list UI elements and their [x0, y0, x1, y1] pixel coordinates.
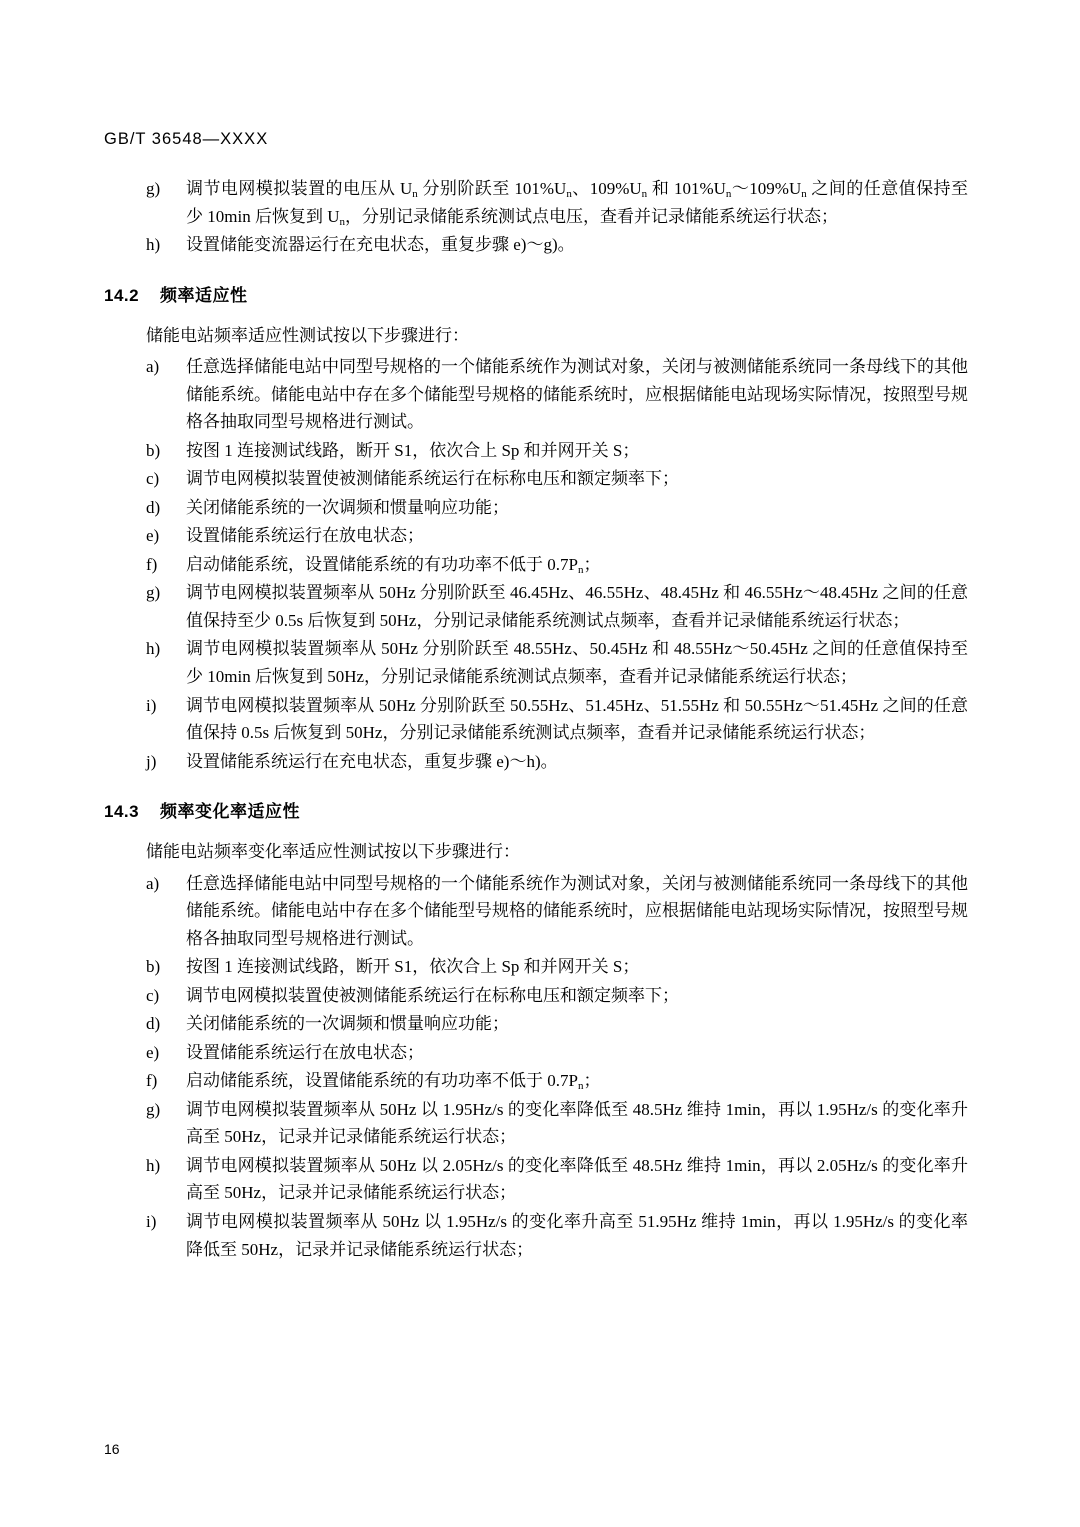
list-item [100, 494, 968, 522]
list-item-marker: e) [146, 1042, 160, 1062]
section-title-text: 频率变化率适应性 [160, 802, 300, 822]
list-item [100, 522, 968, 550]
list-item-text [186, 179, 968, 226]
step-list [100, 353, 968, 775]
list-item-text [186, 583, 968, 630]
list-item-marker: j) [146, 751, 157, 771]
subscript: n [566, 188, 572, 200]
list-item [100, 1208, 968, 1263]
section-lead-text: 储能电站频率变化率适应性测试按以下步骤进行： [146, 842, 520, 862]
text-fragment: 关闭储能系统的一次调频和惯量响应功能； [186, 1014, 509, 1034]
section-title-text: 频率适应性 [160, 285, 248, 305]
list-item-marker: d) [146, 1014, 161, 1034]
list-item-text [186, 752, 558, 771]
text-fragment: 调节电网模拟装置频率从 50Hz 分别阶跃至 48.55Hz、50.45Hz 和 48.55Hz～50.45Hz 之间的任意值保持至少 10min 后恢复到 50Hz，分别记录储能系统测试点频率，查看并记录储能系统运行状态； [186, 639, 968, 686]
list-item-marker: h) [146, 235, 161, 255]
text-fragment: 调节电网模拟装置频率从 50Hz 分别阶跃至 46.45Hz、46.55Hz、48.45Hz 和 46.55Hz～48.45Hz 之间的任意值保持至少 0.5s 后恢复到 50Hz，分别记录储能系统测试点频率，查看并记录储能系统运行状态； [186, 583, 968, 630]
list-item-marker: d) [146, 497, 161, 517]
list-item-text [186, 874, 968, 948]
list-item-text [186, 696, 968, 743]
subscript: n [725, 188, 732, 200]
section-lead-text: 储能电站频率适应性测试按以下步骤进行： [146, 325, 469, 345]
text-fragment: 任意选择储能电站中同型号规格的一个储能系统作为测试对象，关闭与被测储能系统同一条母线下的其他储能系统。储能电站中存在多个储能型号规格的储能系统时，应根据储能电站现场实际情况，按照型号规格各抽取同型号规格进行测试。 [186, 873, 968, 948]
list-item-text [186, 1212, 968, 1259]
list-item-marker: b) [146, 957, 161, 977]
page-header: GB/T 36548—XXXX [104, 130, 269, 148]
text-fragment: ～109%U [731, 179, 802, 198]
list-item-marker: c) [146, 985, 160, 1005]
page-number: 16 [104, 1441, 120, 1457]
list-item [100, 1010, 968, 1038]
list-item-text [186, 357, 968, 431]
list-item [100, 953, 968, 981]
text-fragment: 之间的任意值保持至少 10min 后恢复到 U [186, 179, 968, 226]
text-fragment: 调节电网模拟装置频率从 50Hz 分别阶跃至 50.55Hz、51.45Hz、51.55Hz 和 50.55Hz～51.45Hz 之间的任意值保持 0.5s 后恢复到 50Hz，分别记录储能系统测试点频率，查看并记录储能系统运行状态； [186, 695, 968, 743]
section-heading [104, 281, 968, 306]
text-fragment: 调节电网模拟装置频率从 50Hz 以 1.95Hz/s 的变化率降低至 48.5Hz 维持 1min，再以 1.95Hz/s 的变化率升高至 50Hz，记录并记录储能系统运行状态； [186, 1099, 968, 1147]
list-item-marker: a) [146, 357, 160, 377]
text-fragment: 按图 1 连接测试线路，断开 S1，依次合上 Sp 和并网开关 S； [186, 957, 640, 977]
list-item [100, 1152, 968, 1207]
continued-step-list [100, 175, 968, 259]
list-item [100, 635, 968, 690]
text-fragment: 设置储能变流器运行在充电状态，重复步骤 e)～g)。 [186, 235, 575, 255]
list-item-text [186, 1043, 424, 1062]
list-item-text [186, 555, 600, 574]
list-item-text [186, 526, 424, 545]
text-fragment: 启动储能系统，设置储能系统的有功功率不低于 0.7P [186, 1071, 578, 1091]
list-item [100, 748, 968, 776]
text-fragment: 调节电网模拟装置的电压从 U [186, 179, 413, 198]
section-number: 14.2 [104, 285, 140, 305]
list-item [100, 692, 968, 747]
list-item-marker: a) [146, 873, 160, 893]
list-item-marker: i) [146, 695, 157, 715]
subscript: n [801, 188, 807, 200]
list-item-text [186, 1156, 968, 1203]
list-item [100, 353, 968, 436]
list-item-text [186, 1014, 509, 1033]
list-item-text [186, 1100, 968, 1147]
text-fragment: 调节电网模拟装置使被测储能系统运行在标称电压和额定频率下； [186, 469, 679, 489]
list-item [100, 551, 968, 579]
list-item-marker: f) [146, 1071, 158, 1091]
text-fragment: 设置储能系统运行在放电状态； [186, 526, 424, 546]
list-item-text [186, 639, 968, 686]
subscript: n [577, 1080, 584, 1093]
subscript: n [339, 215, 345, 228]
list-item [100, 1096, 968, 1151]
list-item [100, 982, 968, 1010]
list-item-text [186, 498, 509, 517]
text-fragment: 按图 1 连接测试线路，断开 S1，依次合上 Sp 和并网开关 S； [186, 440, 640, 460]
step-list [100, 870, 968, 1263]
text-fragment: 启动储能系统，设置储能系统的有功功率不低于 0.7P [186, 554, 578, 574]
text-fragment: 任意选择储能电站中同型号规格的一个储能系统作为测试对象，关闭与被测储能系统同一条母线下的其他储能系统。储能电站中存在多个储能型号规格的储能系统时，应根据储能电站现场实际情况，按照型号规格各抽取同型号规格进行测试。 [186, 357, 968, 432]
text-fragment: 、109%U [571, 179, 642, 198]
list-item [100, 1039, 968, 1067]
text-fragment: ； [583, 554, 601, 574]
text-fragment: 关闭储能系统的一次调频和惯量响应功能； [186, 497, 509, 517]
list-item-marker: g) [146, 1099, 161, 1119]
section-heading [104, 797, 968, 822]
subscript: n [641, 188, 648, 200]
list-item-marker: c) [146, 469, 160, 489]
list-item-marker: f) [146, 554, 158, 574]
list-item-text [186, 441, 639, 460]
list-item [100, 231, 968, 259]
list-item-text [186, 986, 679, 1005]
list-item-text [186, 235, 575, 254]
text-fragment: 和 101%U [647, 179, 726, 198]
list-item-marker: e) [146, 526, 160, 546]
list-item-marker: h) [146, 639, 161, 659]
list-item [100, 1067, 968, 1095]
text-fragment: 设置储能系统运行在充电状态，重复步骤 e)～h)。 [186, 751, 558, 771]
list-item [100, 465, 968, 493]
list-item-marker: b) [146, 440, 161, 460]
sections-container [100, 281, 968, 1263]
subscript: n [577, 563, 584, 576]
text-fragment: 设置储能系统运行在放电状态； [186, 1042, 424, 1062]
list-item-text [186, 1071, 601, 1093]
text-fragment: ； [583, 1071, 601, 1091]
list-item-marker: g) [146, 583, 161, 603]
list-item [100, 437, 968, 465]
list-item-marker: h) [146, 1155, 161, 1175]
list-item [100, 175, 968, 230]
text-fragment: ，分别记录储能系统测试点电压，查看并记录储能系统运行状态； [344, 206, 838, 226]
text-fragment: 调节电网模拟装置使被测储能系统运行在标称电压和额定频率下； [186, 985, 679, 1005]
subscript: n [412, 188, 418, 200]
text-fragment: 调节电网模拟装置频率从 50Hz 以 1.95Hz/s 的变化率升高至 51.95Hz 维持 1min，再以 1.95Hz/s 的变化率降低至 50Hz，记录并记录储能系统运行状态； [186, 1212, 968, 1259]
list-item-text [186, 957, 639, 976]
list-item-text [186, 469, 679, 488]
section-number: 14.3 [104, 802, 140, 822]
text-fragment: 分别阶跃至 101%U [417, 179, 567, 198]
list-item [100, 579, 968, 634]
list-item [100, 870, 968, 953]
list-item-marker: g) [146, 179, 161, 198]
text-fragment: 调节电网模拟装置频率从 50Hz 以 2.05Hz/s 的变化率降低至 48.5Hz 维持 1min，再以 2.05Hz/s 的变化率升高至 50Hz，记录并记录储能系统运行状态； [186, 1155, 968, 1203]
list-item-marker: i) [146, 1212, 157, 1231]
